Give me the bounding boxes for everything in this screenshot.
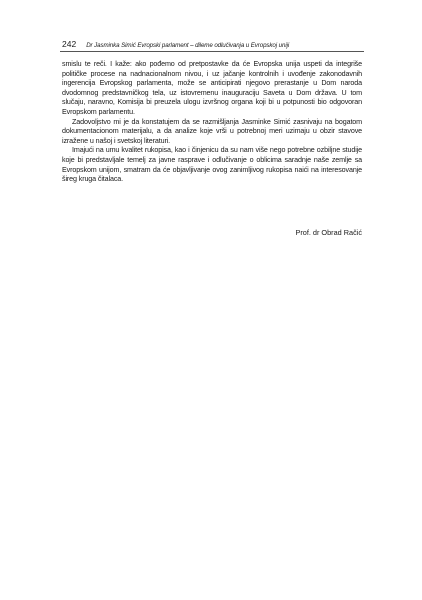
paragraph: Zadovoljstvo mi je da konstatujem da se razmišljanja Jasminke Simić zasnivaju na bogatom dokumentacionom materijalu, a da analize koje vrši u potrebnoj meri uzimaju u obzir stavove izražene u našoj i svetskoj literaturi. [62, 117, 362, 145]
body-text [62, 60, 362, 185]
paragraph: Imajući na umu kvalitet rukopisa, kao i činjenicu da su nam više nego potrebne ozbiljne studije koje bi predstavljale temelj za javne rasprave i odlučivanje o oblicima saradnje naše zemlje sa Evropskom unijom, smatram da će objavljivanje ovog zanimljivog rukopisa naići na interesovanje šireg kruga čitalaca. [62, 146, 362, 184]
header-divider [60, 51, 364, 52]
running-header [62, 38, 362, 50]
page-number: 242 [62, 39, 77, 49]
paragraph-continuation: smislu te reči. I kaže: ako pođemo od pretpostavke da će Evropska unija uspeti da integriše političke procese na nadnacionalnom nivou, i uz jačanje kontrolnih i uvođenje zakonodavnih ingerencija Evropskog parlamenta, može se anticipirati njegovo prerastanje u Dom naroda dvodomnog predstavničkog tela, uz istovremenu inauguraciju Saveta u Dom država. U tom slučaju, naravno, Komisija bi preuzela ulogu izvršnog organa koji bi u potpunosti bio odgovoran Evropskom parlamentu. [62, 60, 362, 116]
running-header-title: Dr Jasminka Simić Evropski parlament – dileme odlučivanja u Evropskoj uniji [86, 42, 290, 49]
author-signature: Prof. dr Obrad Račić [295, 228, 362, 237]
